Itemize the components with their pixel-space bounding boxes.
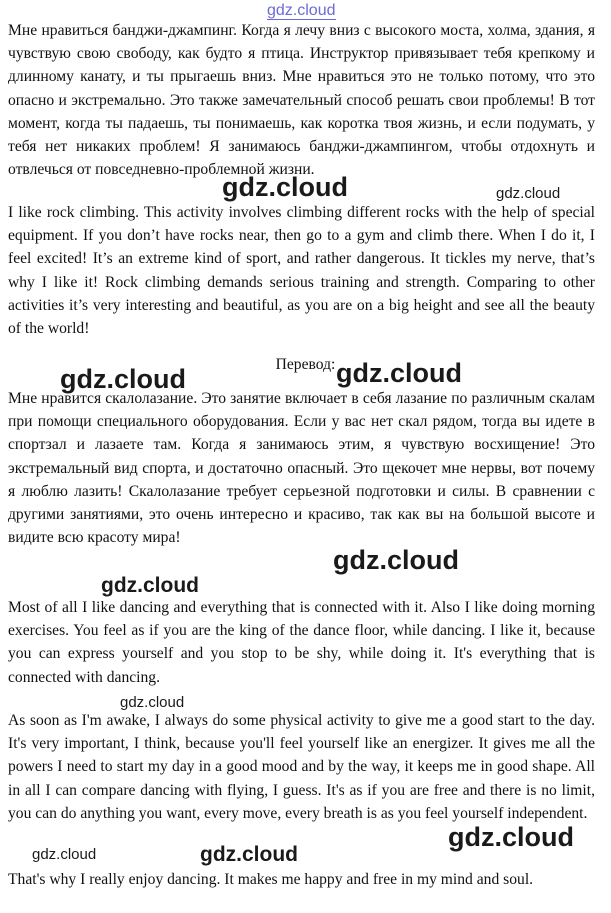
paragraph-dancing-intro: Most of all I like dancing and everything that is connected with it. Also I like doing morning exercises. You feel as if you are the king of the dance floor, while dancing. I like it, because you can express yourself and you stop to be shy, while doing it. It's everything that is connected with dancing. (8, 599, 595, 686)
paragraph-rock-climbing-en: I like rock climbing. This activity involves climbing different rocks with the help of special equipment. If you don’t have rocks near, then go to a gym and climb there. When I do it, I feel excited! It’s an extreme kind of sport, and rather dangerous. It tickles my nerve, that’s why I like it! Rock climbing demands serious training and strength. Comparing to other activities it’s very interesting and beautiful, as you are on a big height and see all the beauty of the world! (8, 204, 595, 338)
watermark-top: gdz.cloud (267, 2, 336, 19)
watermark: gdz.cloud (333, 545, 459, 575)
watermark: gdz.cloud (32, 846, 97, 863)
watermark: gdz.cloud (336, 358, 462, 388)
paragraph-rock-climbing-ru: Мне нравится скалолазание. Это занятие включает в себя лазание по различным скалам при помощи специального оборудования. Если у вас нет скал рядом, тогда вы идете в спортзал и лазаете там. Когда я занимаюсь этим, я чувствую восхищение! Это экстремальный вид спорта, и достаточно опасный. Это щекочет мне нервы, вот почему я люблю лазить! Скалолазание требует серьезной подготовки и силы. В сравнении с другими занятиями, это очень интересно и красиво, так как вы на большой высоте и видите всю красоту мира! (8, 390, 595, 547)
watermark: gdz.cloud (200, 843, 298, 866)
paragraph-bungee-jumping-ru: Мне нравиться банджи-джампинг. Когда я лечу вниз с высокого моста, холма, здания, я чувствую свою свободу, как будто я птица. Инструктор привязывает тебя крепкому и длинному канату, и ты прыгаешь вниз. Мне нравиться это не только потому, что это опасно и экстремально. Это также замечательный способ решать свои проблемы! В тот момент, когда ты падаешь, ты понимаешь, как коротка твоя жизнь, и если подумать, у тебя нет никаких проблем! Я занимаюсь банджи-джампингом, чтобы отдохнуть и отвлечься от повседневно-проблемной жизни. (8, 22, 595, 179)
paragraph-enjoy-dancing: That's why I really enjoy dancing. It makes me happy and free in my mind and soul. (8, 871, 534, 888)
watermark: gdz.cloud (101, 574, 199, 597)
watermark: gdz.cloud (60, 364, 186, 394)
watermark: gdz.cloud (120, 694, 185, 711)
paragraph-morning-activity: As soon as I'm awake, I always do some physical activity to give me a good start to the day. It's very important, I think, because you'll feel yourself like an energizer. It gives me all the powers I need to start my day in a good mood and by the way, it keeps me in good shape. All in all I can compare dancing with flying, I guess. It's as if you are free and there is no limit, you can do anything you want, every move, every breath is as you feel yourself independent. (8, 712, 595, 822)
watermark: gdz.cloud (448, 822, 574, 852)
watermark: gdz.cloud (222, 172, 348, 202)
watermark: gdz.cloud (496, 185, 561, 202)
translation-heading: Перевод: (275, 356, 336, 373)
